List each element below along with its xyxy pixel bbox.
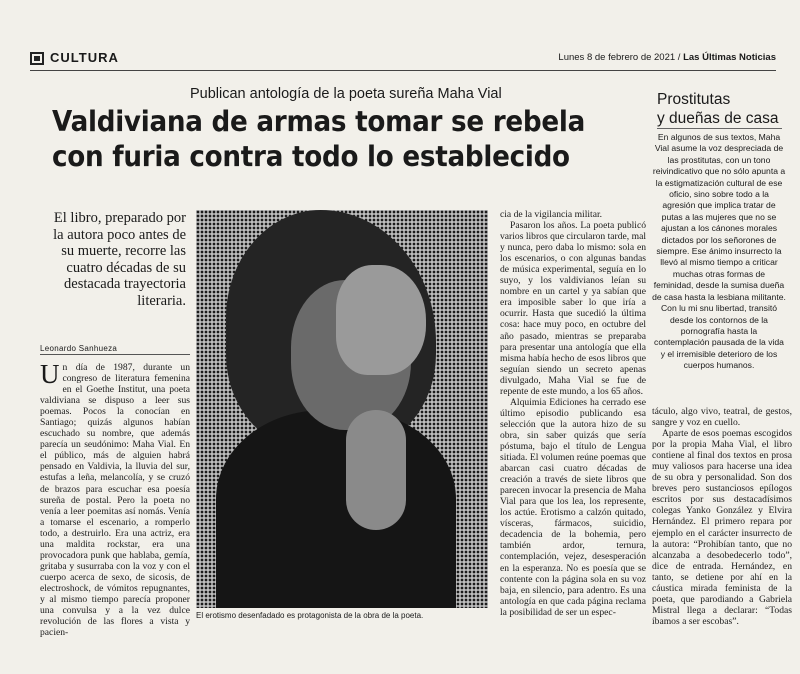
- sidebar-title-line-1: Prostitutas: [657, 91, 731, 108]
- sidebar-body: En algunos de sus textos, Maha Vial asume la voz despreciada de las prostitutas, con un tono reivindicativo que no sólo apunta a la estigmatización cultural de ese oficio, sino sobre todo a la agresión que implica tratar de putas a las mujeres que no se ajustan a los cánones morales dictados por los señorones de siempre. Ese ánimo insurrecto la llevó al mismo tiempo a criticar muchas otras formas de feminidad, desde la sumisa dueña de casa hasta la lesbiana militante. Con lu mi snu libertad, transitó desde los contornos de la pornografía hasta la contemplación pausada de la vida y el irremisible deterioro de los cuerpos humanos.: [652, 132, 786, 371]
- headline-line-2: con furia contra todo lo establecido: [52, 140, 570, 173]
- paper-name: Las Últimas Noticias: [683, 52, 776, 63]
- headline: [52, 104, 595, 174]
- drop-cap: U: [40, 359, 60, 389]
- article-column-3: [652, 406, 792, 627]
- column-2-para-3: Alquimia Ediciones ha cerrado ese último episodio publicando esa selección que la autora hizo de su obra, sin saber quizás que sería póstuma, bajo el título de Lengua sitiada. El volumen reúne poemas que abarcan casi cuatro décadas de creación a través de siete libros que parecen invocar la presencia de Maha Vial para que los lea, los represente, los actúe. Erotismo a calzón quitado, vísceras, fármacos, suicidio, decadencia de la bohemia, pero también ardor, ternura, contemplación, vejez, desesperación en la esperanza. No es poesía que se contente con la página sola en su voz baja, en silencio, para adentro. Es una antología en que cada página reclama la posibilidad de ser un espec-: [500, 396, 646, 618]
- photo-hand-shape: [336, 265, 426, 375]
- column-2-para-1: cia de la vigilancia militar.: [500, 209, 603, 220]
- kicker: Publican antología de la poeta sureña Maha Vial: [190, 86, 502, 102]
- issue-date: Lunes 8 de febrero de 2021 /: [558, 52, 684, 63]
- photo-body-shape: [216, 410, 456, 608]
- author-photo: [196, 210, 488, 608]
- column-3-para-2: Aparte de esos poemas escogidos por la propia Maha Vial, el libro contiene al final dos textos en prosa muy valiosos para hacerse una idea de su obra y personalidad. Son dos breves pero sustanciosos epílogos escritos por sus destacadísimos colegas Yanko González y Elvira Hernández. El primero repara por ejemplo en el carácter insurrecto de la autora: “Prohibían tanto, que no alcanzaba a desobedecerlo todo”, dice de entrada. Hernández, en tanto, se detiene por ahí en la cáustica mirada feminista de la poeta, que parodiando a Gabriela Mistral llega a declarar: “Todas íbamos a ser escobas”.: [652, 428, 792, 627]
- sidebar-title: [657, 90, 787, 128]
- section-name: CULTURA: [50, 50, 119, 65]
- column-1-text: n día de 1987, durante un congreso de literatura femenina en el Goethe Institut, una poeta valdiviana se dispuso a leer sus poemas. Pocos la conocían en Santiago; quizás algunos habían escuchado su nombre, que además parecía un seudónimo: Maha Vial. En el público, más de alguien habrá pensado en Valdivia, la lluvia del sur, estufas a leña, melancolía, y se cruzó de brazos para escuchar esa poesía sureña de postal. Pero la poeta no venía a leer poemitas así nomás. Venía a tomarse el escenario, a romperlo todo, a destruirlo. Era una actriz, era una maldita rockstar, era una provocadora punk que hablaba, gemía, gritaba y susurraba con la voz y con el cuerpo acerca de sexo, de sicosis, de electroshock, de vómitos repugnantes, y al mismo tiempo parecía proponer una convulsa y a la vez dulce revolución de las flores a vista y pacien-: [40, 362, 190, 639]
- headline-line-1: Valdiviana de armas tomar se rebela: [52, 105, 586, 138]
- header-rule: [30, 70, 776, 71]
- column-3-para-1: táculo, algo vivo, teatral, de gestos, sangre y voz en cuello.: [652, 406, 792, 429]
- byline: Leonardo Sanhueza: [40, 344, 190, 355]
- article-column-2: [500, 209, 646, 618]
- sidebar-rule: [657, 128, 782, 129]
- article-column-1: [40, 359, 190, 639]
- deck: El libro, preparado por la autora poco antes de su muerte, recorre las cuatro décadas de su destacada trayectoria literaria.: [53, 210, 186, 309]
- square-logo-icon: [30, 52, 44, 65]
- photo-arm-shape: [346, 410, 406, 530]
- issue-line: [558, 52, 776, 63]
- sidebar-title-line-2: y dueñas de casa: [657, 110, 779, 127]
- photo-caption: El erotismo desenfadado es protagonista de la obra de la poeta.: [196, 611, 424, 620]
- page-header: [30, 50, 776, 70]
- column-2-para-2: Pasaron los años. La poeta publicó varios libros que circularon tarde, mal y nunca, pero daba lo mismo: sola en los escenarios, o con algunas bandas de música experimental, seguía en lo suyo, y los valdivianos leían su nombre en un cartel y ya sabían que era imposible saber lo que iría a ocurrir. Hasta que sucedió la última cosa: hace muy poco, en octubre del año pasado, mientras se preparaba para presentar una antología que ella misma había hecho de esos libros que seguían siendo un secreto apenas divulgado, Maha Vial se fue de repente de este mundo, a los 65 años.: [500, 220, 646, 397]
